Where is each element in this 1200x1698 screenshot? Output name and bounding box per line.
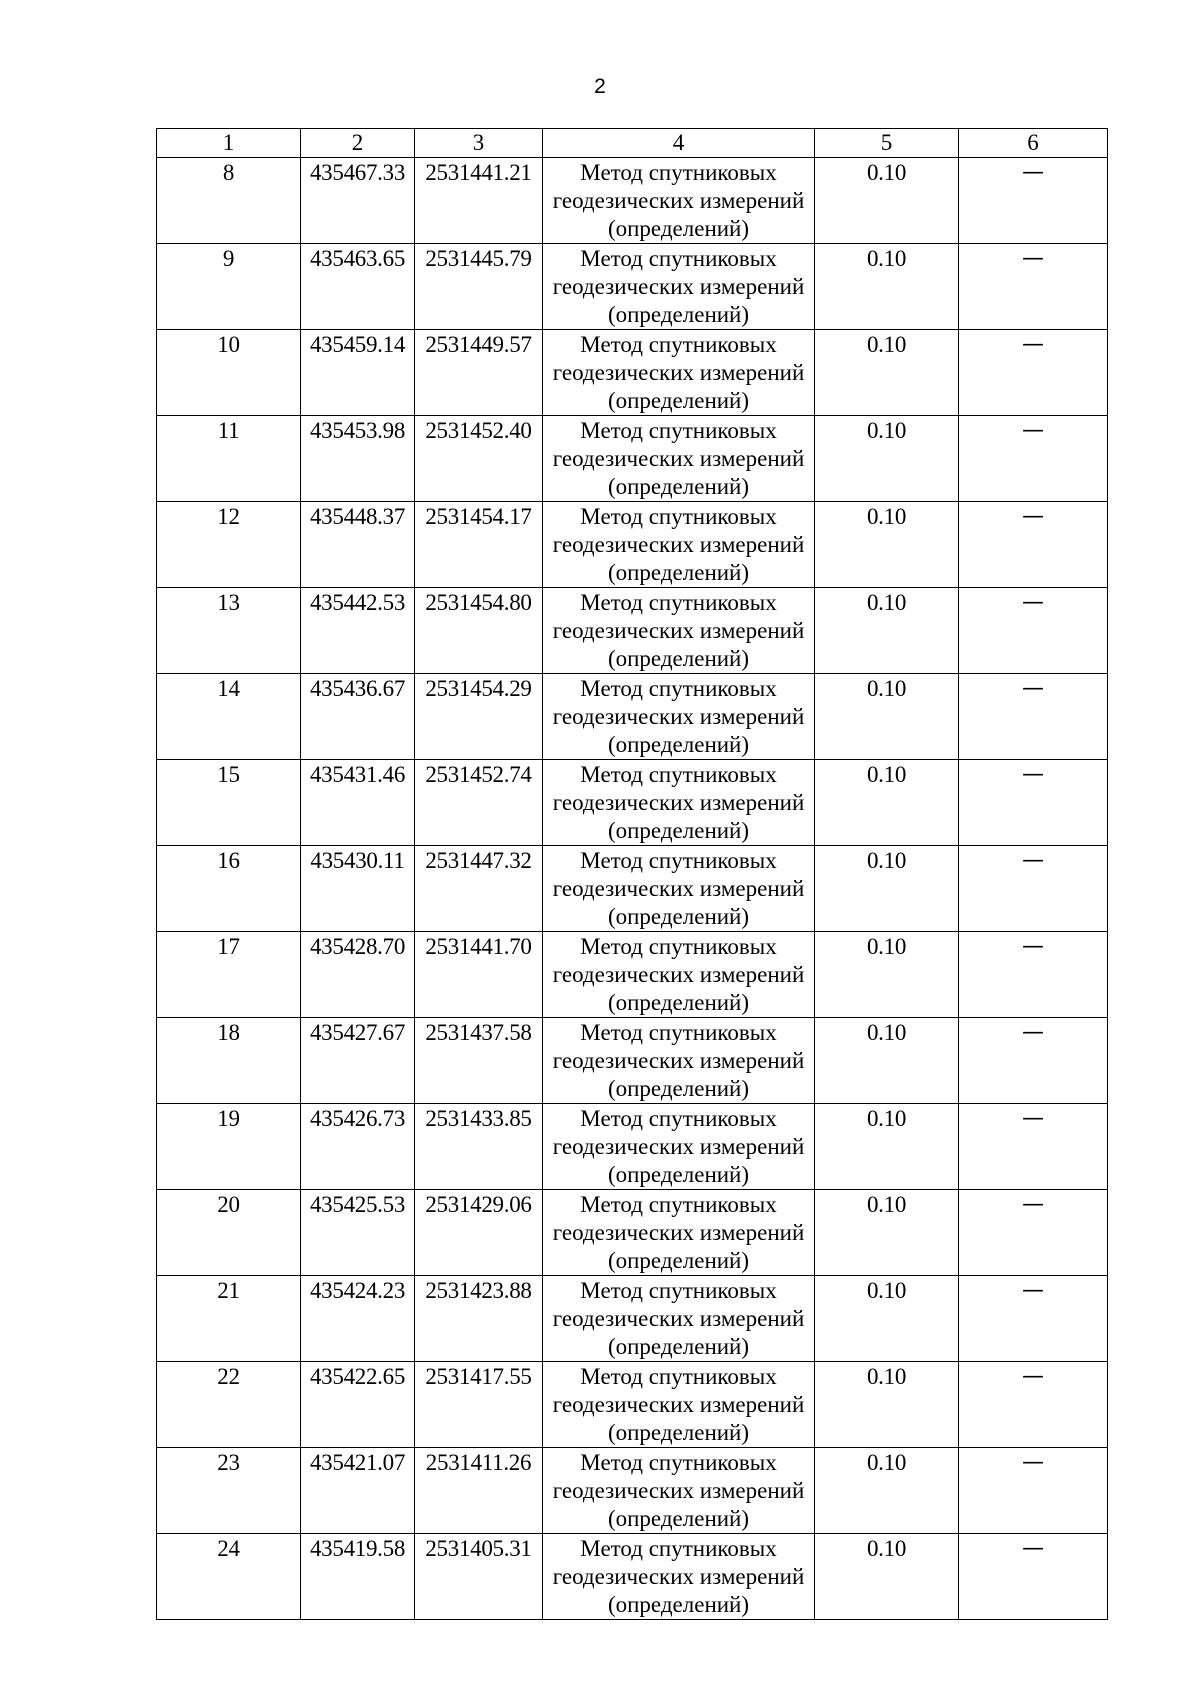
method-line: геодезических измерений	[552, 1306, 805, 1331]
x-coordinate-cell: 435463.65	[301, 244, 415, 330]
method-line: геодезических измерений	[552, 188, 805, 213]
table-row	[157, 1018, 1108, 1104]
note-cell: —	[959, 588, 1108, 674]
method-cell	[543, 588, 815, 674]
precision-cell: 0.10	[815, 1448, 959, 1534]
precision-cell: 0.10	[815, 932, 959, 1018]
y-coordinate-cell: 2531454.29	[415, 674, 543, 760]
method-line: (определений)	[607, 1506, 750, 1531]
method-line: Метод спутниковых	[580, 160, 777, 185]
precision-cell: 0.10	[815, 502, 959, 588]
x-coordinate-cell: 435430.11	[301, 846, 415, 932]
note-cell: —	[959, 1190, 1108, 1276]
precision-cell: 0.10	[815, 416, 959, 502]
method-line: (определений)	[607, 646, 750, 671]
note-cell: —	[959, 1018, 1108, 1104]
precision-cell: 0.10	[815, 846, 959, 932]
point-number-cell: 11	[157, 416, 301, 502]
precision-cell: 0.10	[815, 1190, 959, 1276]
table-body	[157, 158, 1108, 1620]
method-cell	[543, 416, 815, 502]
note-cell: —	[959, 1534, 1108, 1620]
x-coordinate-cell: 435453.98	[301, 416, 415, 502]
precision-cell: 0.10	[815, 760, 959, 846]
header-cell: 4	[543, 129, 815, 158]
header-cell: 2	[301, 129, 415, 158]
y-coordinate-cell: 2531445.79	[415, 244, 543, 330]
method-line: геодезических измерений	[552, 274, 805, 299]
method-line: геодезических измерений	[552, 618, 805, 643]
method-line: (определений)	[607, 474, 750, 499]
x-coordinate-cell: 435421.07	[301, 1448, 415, 1534]
table-row	[157, 502, 1108, 588]
method-line: (определений)	[607, 216, 750, 241]
method-line: Метод спутниковых	[580, 1536, 777, 1561]
table-row	[157, 158, 1108, 244]
note-cell: —	[959, 1362, 1108, 1448]
y-coordinate-cell: 2531441.70	[415, 932, 543, 1018]
point-number-cell: 9	[157, 244, 301, 330]
method-cell	[543, 1362, 815, 1448]
method-line: (определений)	[607, 1248, 750, 1273]
point-number-cell: 13	[157, 588, 301, 674]
x-coordinate-cell: 435424.23	[301, 1276, 415, 1362]
table-row	[157, 1448, 1108, 1534]
method-line: (определений)	[607, 818, 750, 843]
note-cell: —	[959, 416, 1108, 502]
table-row	[157, 846, 1108, 932]
method-line: геодезических измерений	[552, 360, 805, 385]
method-line: Метод спутниковых	[580, 504, 777, 529]
note-cell: —	[959, 760, 1108, 846]
x-coordinate-cell: 435422.65	[301, 1362, 415, 1448]
method-line: (определений)	[607, 1592, 750, 1617]
point-number-cell: 16	[157, 846, 301, 932]
y-coordinate-cell: 2531447.32	[415, 846, 543, 932]
precision-cell: 0.10	[815, 674, 959, 760]
header-cell: 5	[815, 129, 959, 158]
table-row	[157, 932, 1108, 1018]
method-line: (определений)	[607, 388, 750, 413]
method-line: геодезических измерений	[552, 1478, 805, 1503]
table-row	[157, 1190, 1108, 1276]
method-line: (определений)	[607, 1334, 750, 1359]
method-line: (определений)	[607, 302, 750, 327]
method-line: геодезических измерений	[552, 1134, 805, 1159]
method-line: Метод спутниковых	[580, 934, 777, 959]
precision-cell: 0.10	[815, 244, 959, 330]
x-coordinate-cell: 435467.33	[301, 158, 415, 244]
x-coordinate-cell: 435431.46	[301, 760, 415, 846]
method-cell	[543, 502, 815, 588]
coordinates-table	[156, 128, 1108, 1620]
method-line: Метод спутниковых	[580, 246, 777, 271]
method-line: Метод спутниковых	[580, 1450, 777, 1475]
y-coordinate-cell: 2531454.17	[415, 502, 543, 588]
point-number-cell: 15	[157, 760, 301, 846]
note-cell: —	[959, 1448, 1108, 1534]
y-coordinate-cell: 2531449.57	[415, 330, 543, 416]
note-cell: —	[959, 1104, 1108, 1190]
point-number-cell: 23	[157, 1448, 301, 1534]
method-cell	[543, 1534, 815, 1620]
method-line: геодезических измерений	[552, 962, 805, 987]
table-row	[157, 1104, 1108, 1190]
note-cell: —	[959, 674, 1108, 760]
method-line: (определений)	[607, 560, 750, 585]
point-number-cell: 18	[157, 1018, 301, 1104]
table-header-row	[157, 129, 1108, 158]
method-line: Метод спутниковых	[580, 418, 777, 443]
method-cell	[543, 330, 815, 416]
table-row	[157, 674, 1108, 760]
y-coordinate-cell: 2531429.06	[415, 1190, 543, 1276]
header-cell: 1	[157, 129, 301, 158]
method-line: геодезических измерений	[552, 1220, 805, 1245]
note-cell: —	[959, 330, 1108, 416]
method-line: Метод спутниковых	[580, 1020, 777, 1045]
method-cell	[543, 674, 815, 760]
method-line: (определений)	[607, 1076, 750, 1101]
method-line: Метод спутниковых	[580, 848, 777, 873]
method-line: (определений)	[607, 1420, 750, 1445]
point-number-cell: 8	[157, 158, 301, 244]
precision-cell: 0.10	[815, 1362, 959, 1448]
method-line: (определений)	[607, 1162, 750, 1187]
page-number: 2	[594, 75, 606, 98]
method-line: Метод спутниковых	[580, 1364, 777, 1389]
note-cell: —	[959, 932, 1108, 1018]
method-cell	[543, 932, 815, 1018]
point-number-cell: 10	[157, 330, 301, 416]
method-line: Метод спутниковых	[580, 1192, 777, 1217]
table-row	[157, 416, 1108, 502]
note-cell: —	[959, 846, 1108, 932]
note-cell: —	[959, 244, 1108, 330]
y-coordinate-cell: 2531423.88	[415, 1276, 543, 1362]
method-line: (определений)	[607, 990, 750, 1015]
table-row	[157, 760, 1108, 846]
point-number-cell: 19	[157, 1104, 301, 1190]
y-coordinate-cell: 2531405.31	[415, 1534, 543, 1620]
method-line: геодезических измерений	[552, 532, 805, 557]
y-coordinate-cell: 2531454.80	[415, 588, 543, 674]
point-number-cell: 21	[157, 1276, 301, 1362]
method-line: Метод спутниковых	[580, 762, 777, 787]
method-cell	[543, 1104, 815, 1190]
method-line: (определений)	[607, 904, 750, 929]
point-number-cell: 12	[157, 502, 301, 588]
y-coordinate-cell: 2531437.58	[415, 1018, 543, 1104]
point-number-cell: 20	[157, 1190, 301, 1276]
method-line: Метод спутниковых	[580, 676, 777, 701]
note-cell: —	[959, 158, 1108, 244]
x-coordinate-cell: 435448.37	[301, 502, 415, 588]
table-row	[157, 1276, 1108, 1362]
table-row	[157, 1534, 1108, 1620]
y-coordinate-cell: 2531452.40	[415, 416, 543, 502]
x-coordinate-cell: 435426.73	[301, 1104, 415, 1190]
precision-cell: 0.10	[815, 158, 959, 244]
method-cell	[543, 760, 815, 846]
method-line: Метод спутниковых	[580, 332, 777, 357]
method-line: Метод спутниковых	[580, 1278, 777, 1303]
precision-cell: 0.10	[815, 330, 959, 416]
method-cell	[543, 1448, 815, 1534]
method-cell	[543, 244, 815, 330]
x-coordinate-cell: 435428.70	[301, 932, 415, 1018]
table-row	[157, 330, 1108, 416]
precision-cell: 0.10	[815, 1534, 959, 1620]
table-row	[157, 588, 1108, 674]
method-line: геодезических измерений	[552, 704, 805, 729]
method-line: геодезических измерений	[552, 876, 805, 901]
note-cell: —	[959, 502, 1108, 588]
x-coordinate-cell: 435436.67	[301, 674, 415, 760]
x-coordinate-cell: 435425.53	[301, 1190, 415, 1276]
y-coordinate-cell: 2531433.85	[415, 1104, 543, 1190]
method-cell	[543, 1276, 815, 1362]
method-line: Метод спутниковых	[580, 590, 777, 615]
method-line: геодезических измерений	[552, 1392, 805, 1417]
table-row	[157, 244, 1108, 330]
y-coordinate-cell: 2531441.21	[415, 158, 543, 244]
y-coordinate-cell: 2531417.55	[415, 1362, 543, 1448]
point-number-cell: 22	[157, 1362, 301, 1448]
precision-cell: 0.10	[815, 1276, 959, 1362]
table-row	[157, 1362, 1108, 1448]
note-cell: —	[959, 1276, 1108, 1362]
point-number-cell: 17	[157, 932, 301, 1018]
method-line: геодезических измерений	[552, 790, 805, 815]
x-coordinate-cell: 435419.58	[301, 1534, 415, 1620]
method-cell	[543, 846, 815, 932]
point-number-cell: 24	[157, 1534, 301, 1620]
x-coordinate-cell: 435459.14	[301, 330, 415, 416]
method-cell	[543, 1018, 815, 1104]
y-coordinate-cell: 2531411.26	[415, 1448, 543, 1534]
precision-cell: 0.10	[815, 588, 959, 674]
method-line: Метод спутниковых	[580, 1106, 777, 1131]
precision-cell: 0.10	[815, 1104, 959, 1190]
method-line: геодезических измерений	[552, 1048, 805, 1073]
method-cell	[543, 1190, 815, 1276]
x-coordinate-cell: 435442.53	[301, 588, 415, 674]
header-cell: 6	[959, 129, 1108, 158]
method-line: геодезических измерений	[552, 446, 805, 471]
y-coordinate-cell: 2531452.74	[415, 760, 543, 846]
precision-cell: 0.10	[815, 1018, 959, 1104]
method-line: (определений)	[607, 732, 750, 757]
header-cell: 3	[415, 129, 543, 158]
x-coordinate-cell: 435427.67	[301, 1018, 415, 1104]
method-line: геодезических измерений	[552, 1564, 805, 1589]
method-cell	[543, 158, 815, 244]
point-number-cell: 14	[157, 674, 301, 760]
